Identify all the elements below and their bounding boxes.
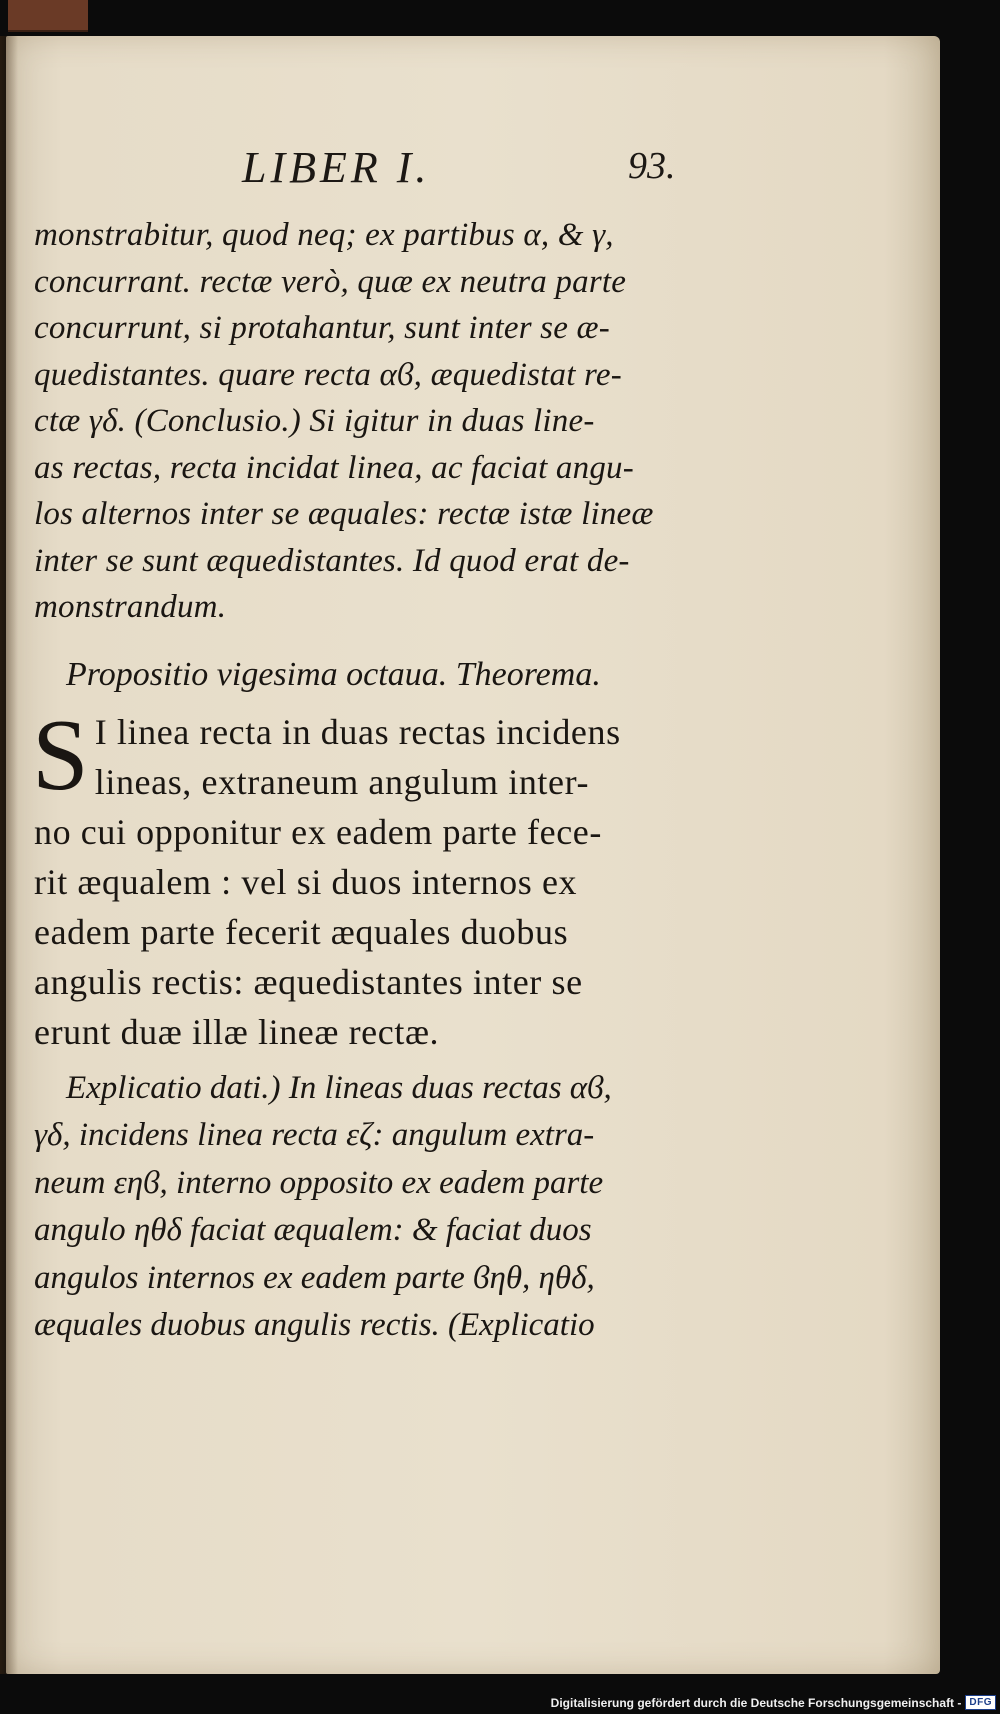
funding-text: Digitalisierung gefördert durch die Deutsche Forschungsgemeinschaft - — [550, 1695, 962, 1710]
funding-footer — [551, 1695, 996, 1710]
text-line: los alternos inter se æquales: rectæ istæ lineæ — [34, 496, 654, 532]
text-line: no cui opponitur ex eadem parte fece- — [34, 811, 602, 852]
text-line: angulos internos ex eadem parte ϐηθ, ηθδ, — [34, 1259, 595, 1296]
text-line: inter se sunt æquedistantes. Id quod erat de- — [34, 542, 630, 579]
dfg-logo: DFG — [965, 1695, 996, 1710]
proposition-heading: Propositio vigesima octaua. Theorema. — [66, 655, 601, 693]
text-line: angulis rectis: æquedistantes inter se — [34, 961, 583, 1002]
text-line: concurrant. rectæ verò, quæ ex neutra parte — [34, 263, 627, 300]
text-line: neum εηϐ, interno opposito ex eadem parte — [34, 1164, 604, 1201]
text-line: lineas, extraneum angulum inter- — [94, 761, 590, 802]
proposition-paragraph — [32, 698, 734, 1057]
text-line: monstrandum. — [34, 589, 227, 625]
text-line: erunt duæ illæ lineæ rectæ. — [34, 1011, 440, 1052]
drop-cap: S — [32, 698, 89, 812]
text-line: as rectas, recta incidat linea, ac faciat angu- — [34, 449, 634, 486]
page-header — [0, 142, 1000, 202]
text-line: γδ, incidens linea recta εζ: angulum extra- — [34, 1117, 595, 1153]
explicatio-paragraph — [34, 1065, 734, 1350]
page-number: 93. — [628, 145, 676, 187]
text-line: Explicatio dati.) In lineas duas rectas αϐ, — [66, 1069, 612, 1106]
text-line: æquales duobus angulis rectis. (Explicatio — [34, 1307, 595, 1343]
text-line: rit æqualem : vel si duos internos ex — [34, 861, 578, 902]
text-line: eadem parte fecerit æquales duobus — [34, 911, 569, 952]
book-edge-tab — [8, 0, 88, 32]
text-line: ctæ γδ. (Conclusio.) Si igitur in duas line- — [34, 403, 595, 439]
binding-shadow — [0, 36, 18, 1674]
page-text — [34, 212, 734, 1350]
text-line: angulo ηθδ faciat æqualem: & faciat duos — [34, 1212, 592, 1248]
text-line: quedistantes. quare recta αϐ, æquedistat re- — [34, 356, 622, 393]
continuation-paragraph — [34, 212, 734, 631]
running-head: LIBER I. — [242, 143, 431, 192]
text-line: monstrabitur, quod neq; ex partibus α, & γ, — [34, 217, 614, 253]
text-line: concurrunt, si protahantur, sunt inter se æ- — [34, 310, 610, 346]
text-line: I linea recta in duas rectas incidens — [94, 711, 621, 752]
